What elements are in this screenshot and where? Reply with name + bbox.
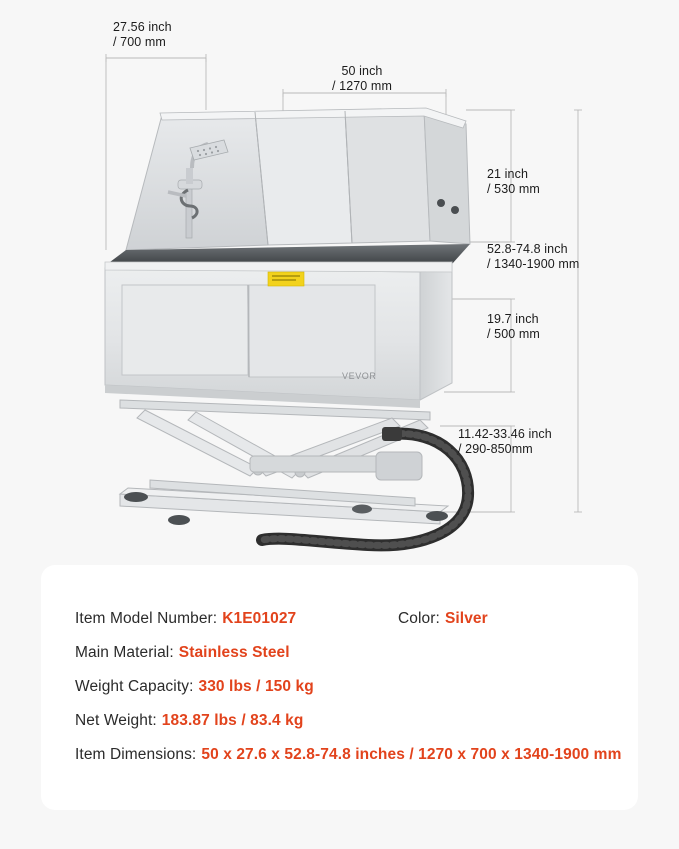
dimension-label-tub-height	[487, 312, 540, 342]
dimension-depth-line1: 27.56 inch	[113, 20, 172, 34]
spec-value-main-material: Stainless Steel	[178, 644, 290, 661]
spec-row-model-number	[75, 610, 296, 628]
dimension-tub-height-line1: 19.7 inch	[487, 312, 539, 326]
spec-value-color: Silver	[444, 610, 488, 627]
spec-value-weight-capacity: 330 lbs / 150 kg	[198, 678, 314, 695]
dimension-label-back-panel-height	[487, 167, 540, 197]
spec-value-net-weight: 183.87 lbs / 83.4 kg	[161, 712, 304, 729]
spec-label-model-number: Item Model Number:	[75, 610, 218, 627]
dimension-label-depth	[113, 20, 172, 50]
dimension-total-height-line1: 52.8-74.8 inch	[487, 242, 568, 256]
dimension-lift-range-line2: / 290-850mm	[458, 442, 533, 456]
spec-label-color: Color:	[398, 610, 440, 627]
spec-row-color	[398, 610, 488, 628]
dimension-label-lift-range	[458, 427, 552, 457]
dimension-label-width	[332, 64, 392, 94]
spec-row-net-weight	[75, 712, 303, 730]
specification-card	[41, 565, 638, 810]
dimension-width-line1: 50 inch	[341, 64, 383, 78]
spec-label-main-material: Main Material:	[75, 644, 174, 661]
spec-value-item-dimensions: 50 x 27.6 x 52.8-74.8 inches / 1270 x 700 x 1340-1900 mm	[201, 746, 622, 763]
dimension-back-panel-line1: 21 inch	[487, 167, 529, 181]
spec-row-main-material	[75, 644, 290, 662]
svg-text:VEVOR: VEVOR	[342, 371, 377, 381]
spec-row-item-dimensions	[75, 746, 621, 764]
dimension-lift-range-line1: 11.42-33.46 inch	[458, 427, 552, 441]
spec-label-item-dimensions: Item Dimensions:	[75, 746, 197, 763]
spec-label-net-weight: Net Weight:	[75, 712, 157, 729]
spec-row-weight-capacity	[75, 678, 314, 696]
dimension-width-line2: / 1270 mm	[332, 79, 392, 93]
dimension-depth-line2: / 700 mm	[113, 35, 166, 49]
dimension-back-panel-line2: / 530 mm	[487, 182, 540, 196]
spec-label-weight-capacity: Weight Capacity:	[75, 678, 194, 695]
spec-value-model-number: K1E01027	[222, 610, 297, 627]
dimension-tub-height-line2: / 500 mm	[487, 327, 540, 341]
dimension-total-height-line2: / 1340-1900 mm	[487, 257, 580, 271]
dimension-label-total-height	[487, 242, 579, 272]
